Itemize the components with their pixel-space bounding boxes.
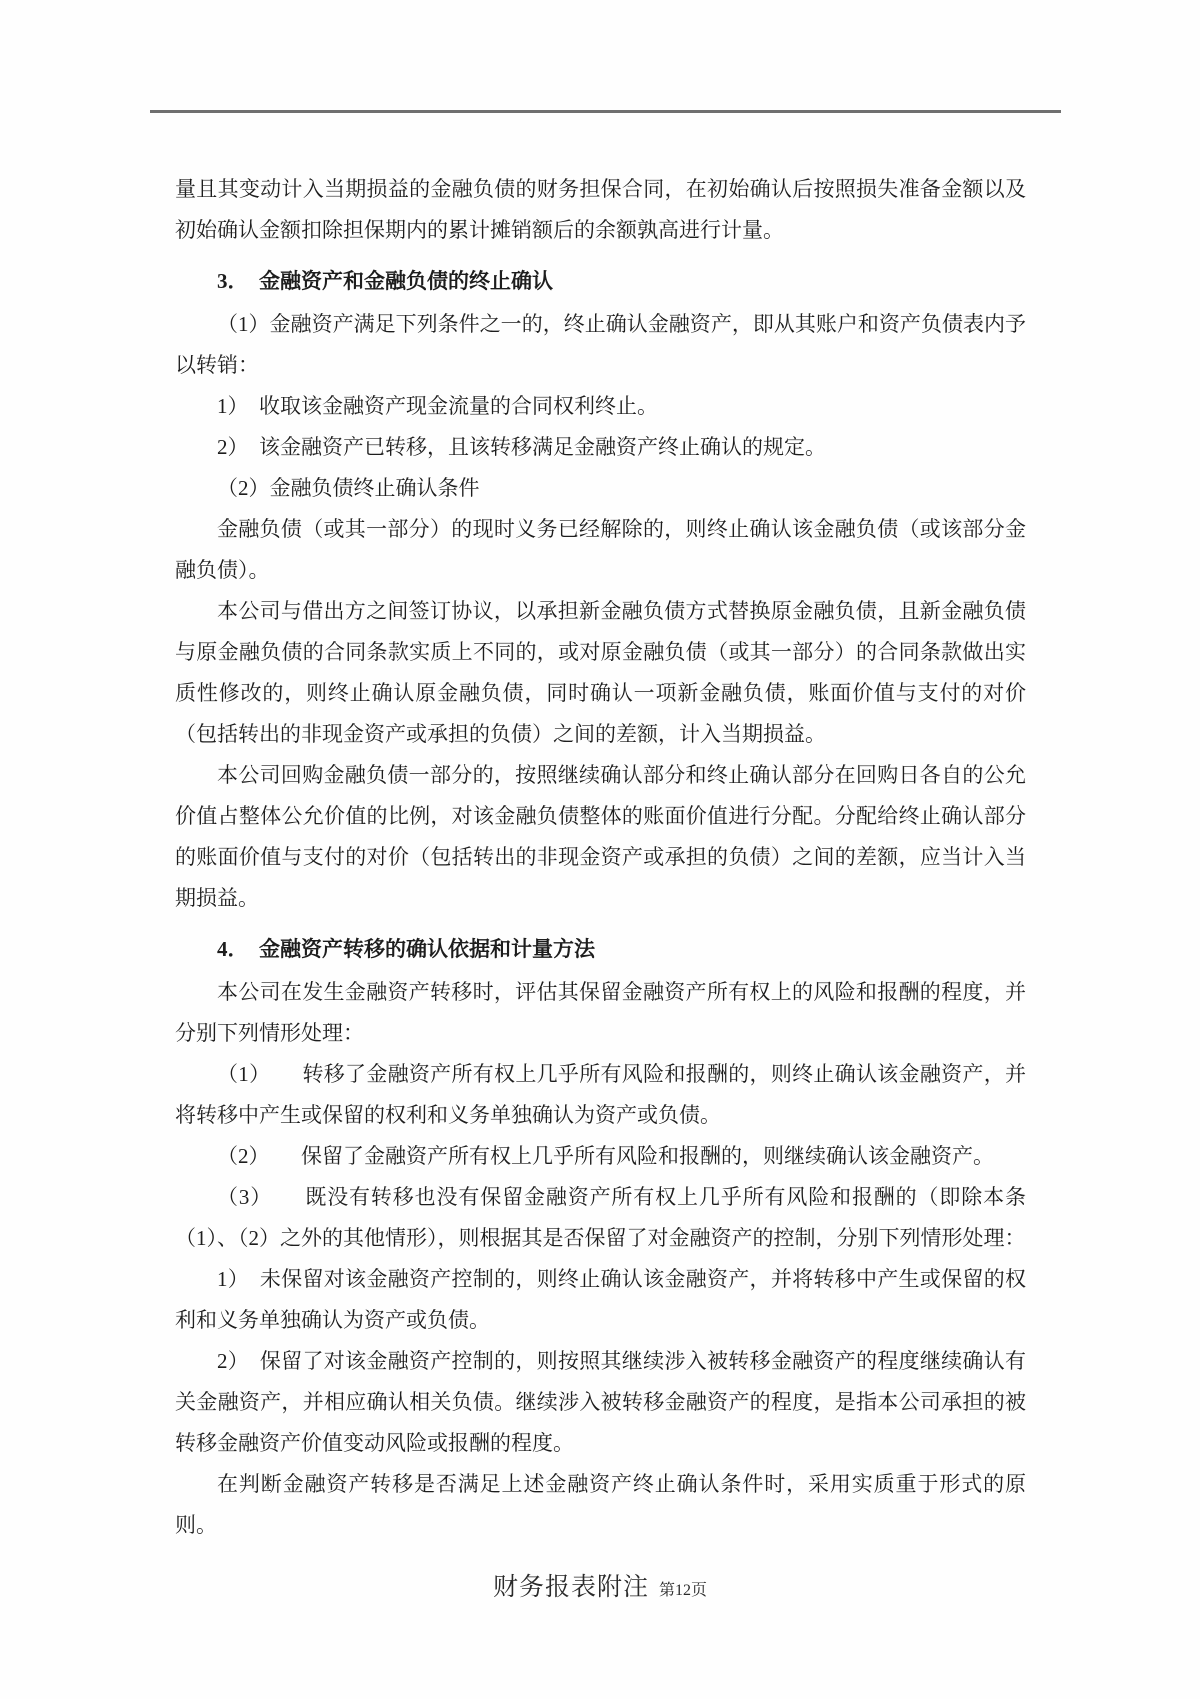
- page-footer: [0, 1567, 1200, 1603]
- header-rule: [150, 110, 1061, 113]
- footer-title: 财务报表附注: [492, 1574, 649, 1601]
- paragraph: 本公司与借出方之间签订协议，以承担新金融负债方式替换原金融负债，且新金融负债与原金融负债的合同条款实质上不同的，或对原金融负债（或其一部分）的合同条款做出实质性修改的，则终止确认原金融负债，同时确认一项新金融负债，账面价值与支付的对价（包括转出的非现金资产或承担的负债）之间的差额，计入当期损益。: [175, 599, 1026, 746]
- paragraph: 量且其变动计入当期损益的金融负债的财务担保合同，在初始确认后按照损失准备金额以及初始确认金额扣除担保期内的累计摊销额后的余额孰高进行计量。: [175, 177, 1026, 242]
- list-item: 1） 收取该金融资产现金流量的合同权利终止。: [217, 394, 658, 418]
- list-item: 1） 未保留对该金融资产控制的，则终止确认该金融资产，并将转移中产生或保留的权利和义务单独确认为资产或负债。: [175, 1267, 1026, 1332]
- list-item: （3） 既没有转移也没有保留金融资产所有权上几乎所有风险和报酬的（即除本条（1）、（2）之外的其他情形），则根据其是否保留了对金融资产的控制，分别下列情形处理：: [175, 1185, 1026, 1250]
- list-item: 2） 保留了对该金融资产控制的，则按照其继续涉入被转移金融资产的程度继续确认有关金融资产，并相应确认相关负债。继续涉入被转移金融资产的程度，是指本公司承担的被转移金融资产价值变动风险或报酬的程度。: [175, 1349, 1026, 1455]
- paragraph: 本公司回购金融负债一部分的，按照继续确认部分和终止确认部分在回购日各自的公允价值占整体公允价值的比例，对该金融负债整体的账面价值进行分配。分配给终止确认部分的账面价值与支付的对价（包括转出的非现金资产或承担的负债）之间的差额，应当计入当期损益。: [175, 763, 1026, 910]
- paragraph: （1）金融资产满足下列条件之一的，终止确认金融资产，即从其账户和资产负债表内予以转销：: [175, 312, 1026, 377]
- list-item: （1） 转移了金融资产所有权上几乎所有风险和报酬的，则终止确认该金融资产，并将转移中产生或保留的权利和义务单独确认为资产或负债。: [175, 1062, 1026, 1127]
- list-item: 2） 该金融资产已转移，且该转移满足金融资产终止确认的规定。: [217, 435, 826, 459]
- document-body: [175, 169, 1026, 1546]
- paragraph: 在判断金融资产转移是否满足上述金融资产终止确认条件时，采用实质重于形式的原则。: [175, 1472, 1026, 1537]
- list-item: （2） 保留了金融资产所有权上几乎所有风险和报酬的，则继续确认该金融资产。: [217, 1144, 994, 1168]
- paragraph: 本公司在发生金融资产转移时，评估其保留金融资产所有权上的风险和报酬的程度，并分别下列情形处理：: [175, 980, 1026, 1045]
- section-heading-3: 3． 金融资产和金融负债的终止确认: [217, 269, 553, 293]
- paragraph: 金融负债（或其一部分）的现时义务已经解除的，则终止确认该金融负债（或该部分金融负债）。: [175, 517, 1026, 582]
- section-heading-4: 4． 金融资产转移的确认依据和计量方法: [217, 937, 595, 961]
- page-number: 第12页: [659, 1582, 708, 1599]
- paragraph: （2）金融负债终止确认条件: [217, 476, 480, 500]
